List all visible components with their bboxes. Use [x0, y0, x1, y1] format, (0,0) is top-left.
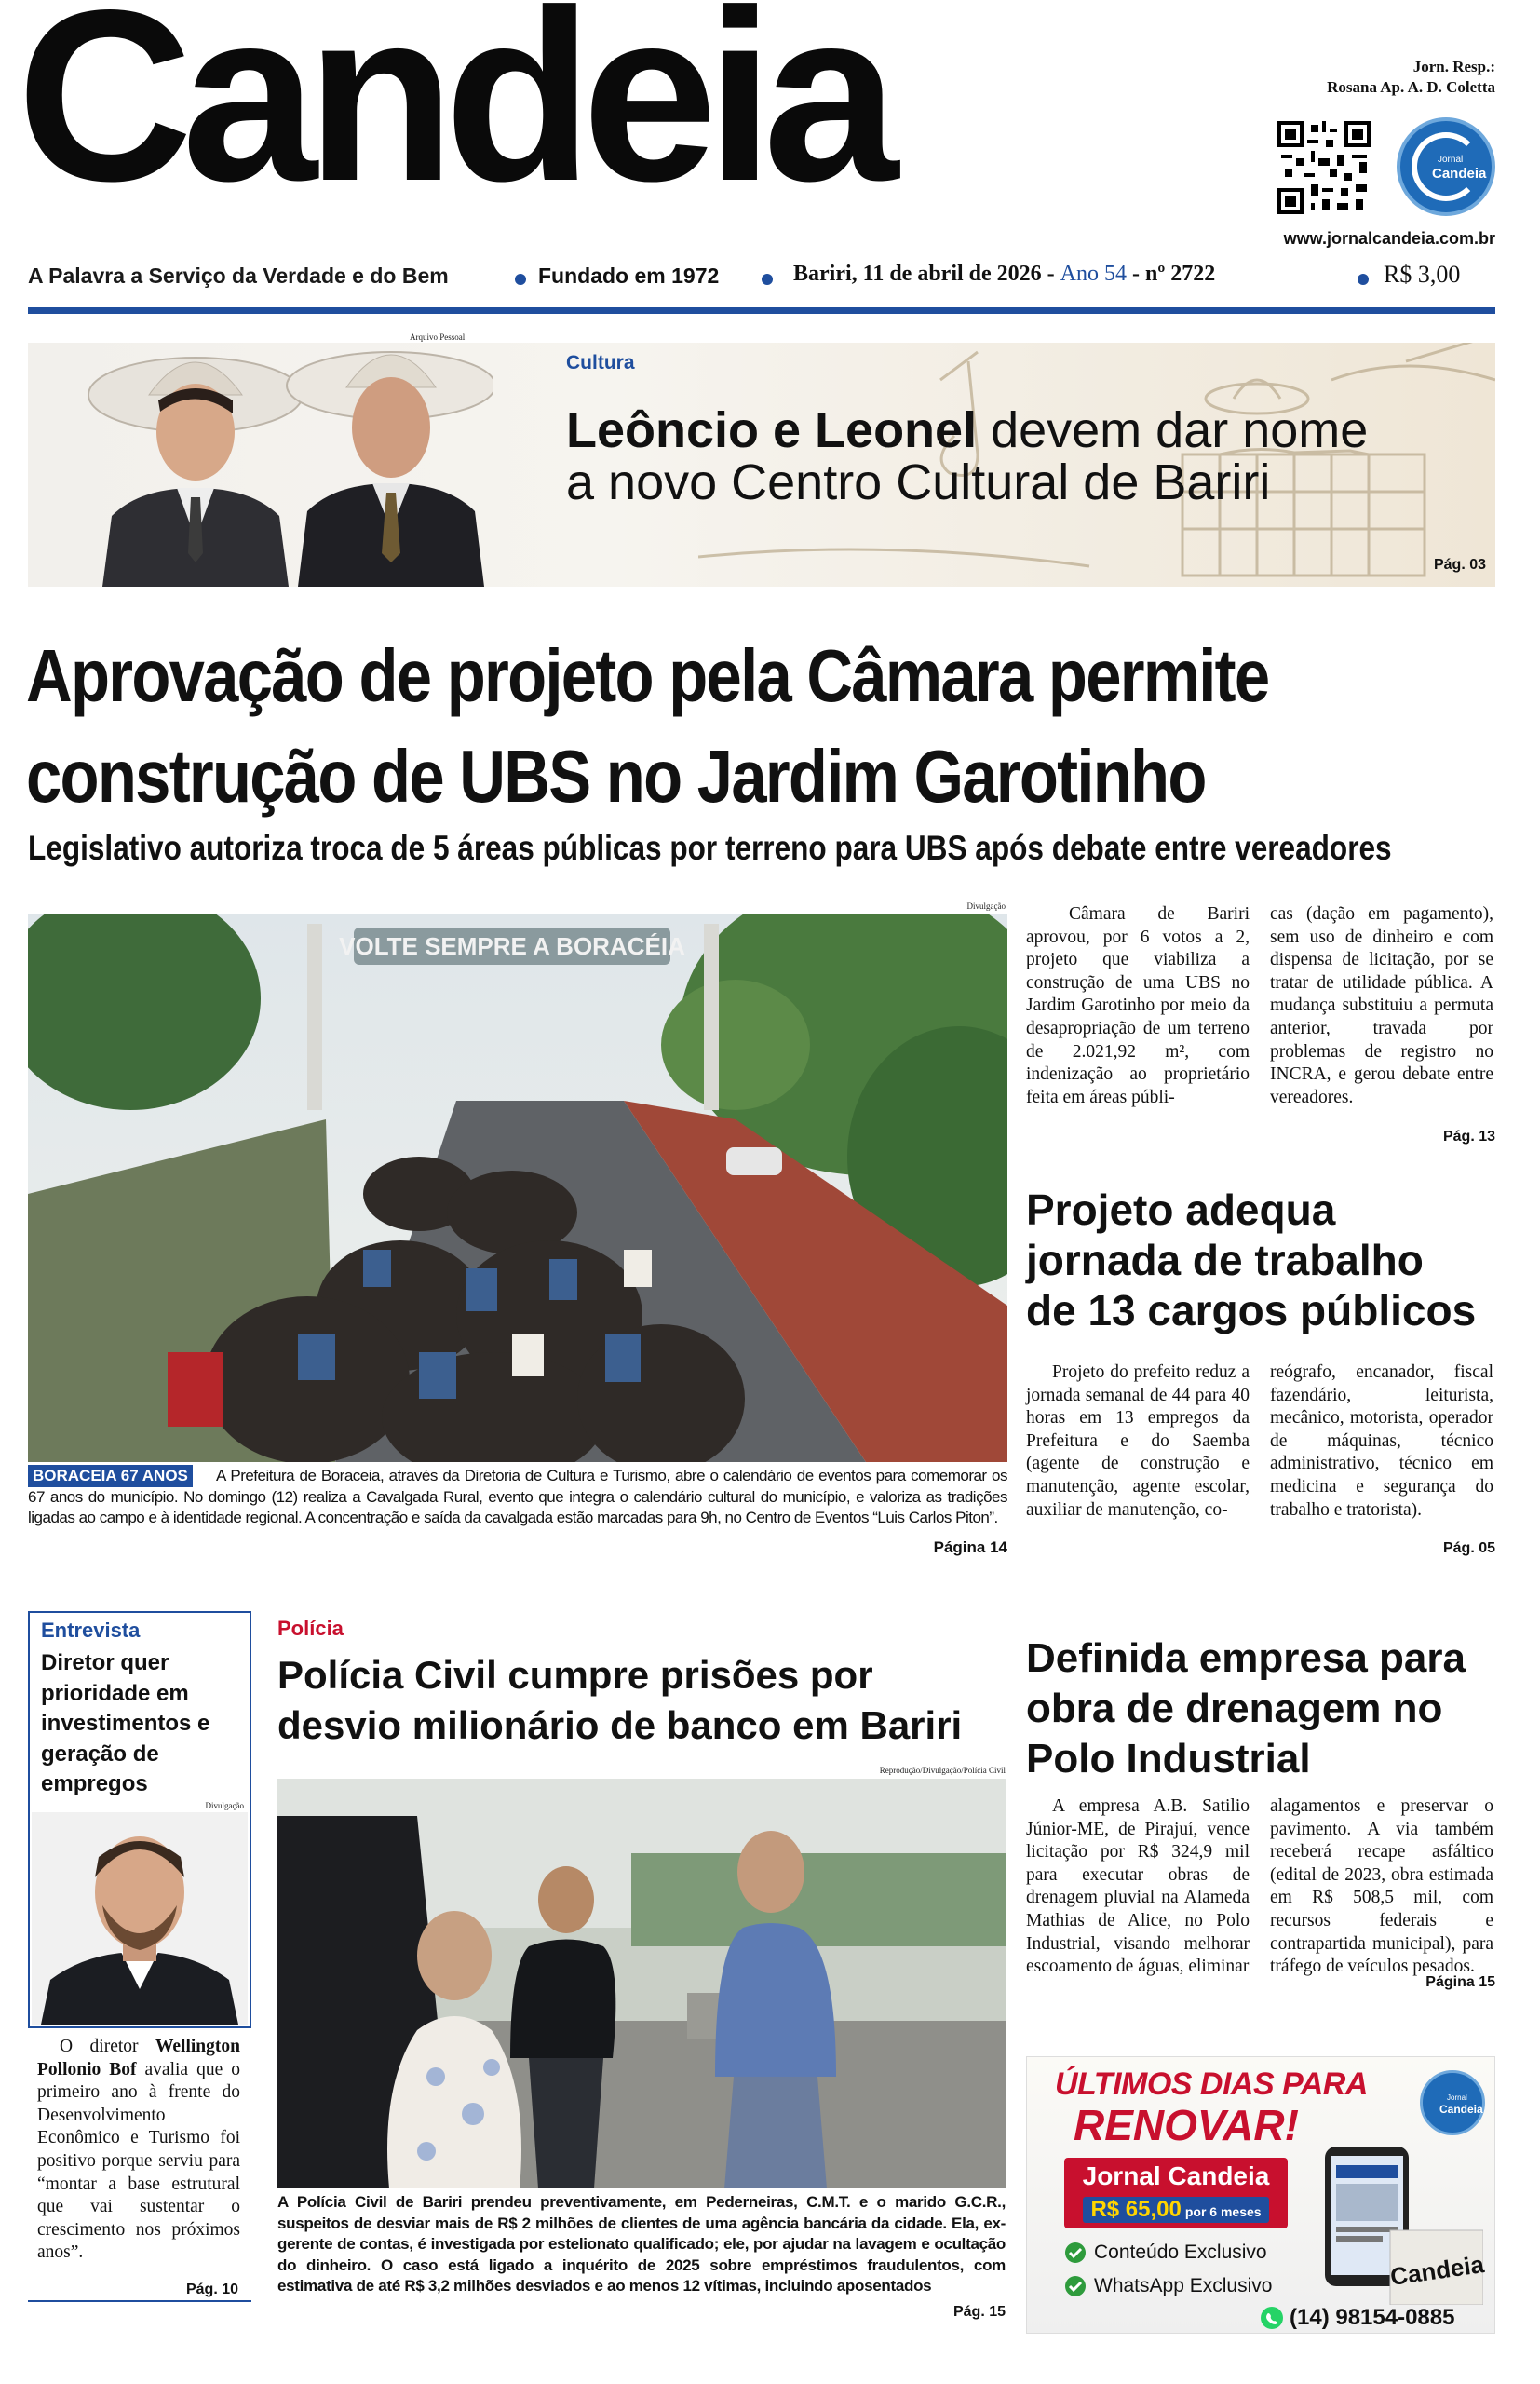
ad-price-box: [1064, 2158, 1288, 2228]
ad-paper-logo: Candeia: [1388, 2250, 1486, 2291]
ad-badge-small: Jornal: [1447, 2093, 1467, 2102]
ad-line2: RENOVAR!: [1074, 2101, 1299, 2149]
jornada-headline-line-2: jornada de trabalho: [1026, 1236, 1424, 1284]
jornada-body-col2: reógrafo, encanador, fiscal fazendário, leiturista, mecânico, motorista, operador de máquinas, técnico administrativo, técnico em medicina e segurança do trabalho e tratorista).: [1270, 1362, 1493, 1520]
portrait-illustration: [32, 1812, 248, 2025]
entrevista-section: Entrevista: [41, 1619, 141, 1642]
arrest-photo-illustration: [277, 1779, 1006, 2188]
boraceia-caption: [28, 1466, 1007, 1529]
lead-page-ref[interactable]: Pág. 13: [1442, 1129, 1495, 1145]
banner-title-rest-2: a novo Centro Cultural de Bariri: [566, 454, 1271, 510]
website-link[interactable]: www.jornalcandeia.com.br: [1283, 229, 1495, 248]
banner-page-ref[interactable]: Pág. 03: [1433, 557, 1486, 573]
policia-headline[interactable]: [277, 1650, 962, 1751]
ad-price-strip: [1083, 2197, 1269, 2223]
boraceia-caption-text: A Prefeitura de Boraceia, através da Diretoria de Cultura e Turismo, abre o calendário de eventos para comemorar os 67 anos do município. No domingo (12) realiza a Cavalgada Rural, evento que integra o calendário cultural do município, e valoriza as tradições ligadas ao campo e à identidade regional. A concentração e saída da cavalgada estão marcadas para 9h, no Centro de Eventos “Luis Carlos Piton”.: [28, 1467, 1007, 1527]
lead-body-col1: Câmara de Bariri aprovou, por 6 votos a 2, projeto que viabiliza a construção de uma UBS no Jardim Garotinho por meio da desapropriação de um terreno de 2.021,92 m², com indenização ao proprietário feita em áreas públi-: [1026, 904, 1250, 1107]
ad-feature-1-text: Conteúdo Exclusivo: [1094, 2242, 1267, 2263]
lead-subhead: Legislativo autoriza troca de 5 áreas públicas por terreno para UBS após debate entre vereadores: [28, 829, 1392, 867]
candeia-badge: [1397, 117, 1495, 216]
entrevista-page-ref[interactable]: Pág. 10: [185, 2282, 238, 2297]
qr-code-icon: [1277, 121, 1371, 214]
banner-title[interactable]: [566, 404, 1368, 508]
jorn-resp-label: Jorn. Resp.:: [1412, 58, 1495, 75]
founded-text: Fundado em 1972: [538, 264, 720, 288]
ad-feature-2: [1064, 2275, 1273, 2302]
drenagem-page-ref[interactable]: Página 15: [1425, 1974, 1495, 1990]
jornada-headline[interactable]: [1026, 1185, 1476, 1335]
jornada-body-col1: Projeto do prefeito reduz a jornada semanal de 44 para 40 horas em 13 empregos da Prefeitura e do Saemba (agente de construção e manutenção, agente escolar, auxiliar de manutenção, co-: [1026, 1362, 1250, 1520]
ad-phone: (14) 98154-0885: [1290, 2305, 1455, 2330]
edition-line: [793, 262, 1215, 287]
policia-arrest-photo: [277, 1779, 1006, 2188]
entrevista-title: Diretor quer prioridade em investimentos e geração de empregos: [41, 1650, 210, 1796]
masthead-logo: Candeia: [17, 0, 888, 232]
boraceia-tag: BORACEIA 67 ANOS: [28, 1465, 193, 1487]
jornada-page-ref[interactable]: Pág. 05: [1442, 1540, 1495, 1556]
edition-year: Ano 54: [1060, 262, 1128, 286]
ad-period: por 6 meses: [1184, 2204, 1262, 2219]
jornada-headline-line-3: de 13 cargos públicos: [1026, 1286, 1477, 1334]
entrevista-text-after: avalia que o primeiro ano à frente do Desenvolvimento Econômico e Turismo foi positivo porque serviu para “montar a base estrutural que vai sustentar o crescimento nos próximos anos”.: [37, 2059, 240, 2263]
banner-photo-credit: Arquivo Pessoal: [410, 332, 466, 342]
entrevista-name: Wellington Pollonio Bof: [37, 2037, 240, 2079]
check-icon: [1064, 2242, 1087, 2264]
ad-product: Jornal Candeia: [1082, 2161, 1270, 2190]
policia-caption: A Polícia Civil de Bariri prendeu preventivamente, em Pederneiras, C.M.T. e o marido G.C.R., suspeitos de desviar mais de R$ 2 milhões de clientes de uma agência bancária da cidade. Ela, ex-gerente de contas, é investigada por estelionato qualificado; ele, por ajudar na lavagem e ocultação do dinheiro. O caso está ligado a inquérito de 2025 sobre empréstimos fraudulentos, com estimativa de até R$ 3,2 milhões desviados e ao menos 12 vítimas, incluindo aposentados: [277, 2193, 1006, 2296]
lead-headline-line-2: construção de UBS no Jardim Garotinho: [26, 735, 1206, 818]
cavalgada-photo-illustration: [28, 914, 1007, 1462]
policia-photo-credit: Reprodução/Divulgação/Polícia Civil: [879, 1766, 1006, 1775]
check-icon: [1064, 2275, 1087, 2297]
banner-title-rest-1: devem dar nome: [977, 402, 1369, 458]
entrevista-box-bottom: [28, 2300, 251, 2302]
banner-section: Cultura: [566, 352, 635, 373]
boraceia-cavalgada-photo: [28, 914, 1007, 1462]
boraceia-photo-credit: Divulgação: [966, 901, 1006, 911]
drenagem-headline-line-2: obra de drenagem no: [1026, 1686, 1443, 1731]
drenagem-headline[interactable]: [1026, 1633, 1466, 1784]
arch-sign-text: VOLTE SEMPRE A BORACÉIA: [339, 932, 685, 960]
separator: -: [1132, 262, 1141, 286]
drenagem-headline-line-1: Definida empresa para: [1026, 1635, 1466, 1681]
ad-feature-1: [1064, 2242, 1267, 2269]
bullet-dot: [515, 274, 526, 285]
entrevista-photo-credit: Divulgação: [205, 1801, 244, 1810]
bullet-dot: [1358, 274, 1369, 285]
subscription-ad[interactable]: [1026, 2056, 1495, 2334]
banner-title-bold: Leôncio e Leonel: [566, 402, 978, 458]
badge-small-text: Jornal: [1438, 155, 1464, 165]
jornada-headline-line-1: Projeto adequa: [1026, 1185, 1336, 1234]
policia-page-ref[interactable]: Pág. 15: [952, 2304, 1006, 2320]
entrevista-text-before: O diretor: [60, 2037, 155, 2056]
masthead-slogan: A Palavra a Serviço da Verdade e do Bem: [28, 264, 449, 288]
entrevista-box[interactable]: [28, 1611, 251, 2028]
ad-feature-2-text: WhatsApp Exclusivo: [1094, 2275, 1273, 2296]
ad-candeia-badge: [1420, 2070, 1485, 2135]
bullet-dot: [762, 274, 773, 285]
policia-headline-line-2: desvio milionário de banco em Bariri: [277, 1703, 963, 1747]
policia-headline-line-1: Polícia Civil cumpre prisões por: [277, 1653, 873, 1697]
date-place: Bariri, 11 de abril de 2026: [793, 262, 1042, 286]
lead-headline-line-1: Aprovação de projeto pela Câmara permite: [26, 634, 1269, 717]
jorn-resp-name: Rosana Ap. A. D. Coletta: [1327, 78, 1495, 96]
cultura-banner[interactable]: [28, 343, 1495, 587]
whatsapp-icon: [1260, 2306, 1284, 2330]
boraceia-page-ref[interactable]: Página 14: [933, 1538, 1007, 1556]
wellington-portrait: [32, 1812, 248, 2025]
price: R$ 3,00: [1384, 261, 1461, 288]
separator: -: [1047, 262, 1055, 286]
badge-big-text: Candeia: [1432, 166, 1487, 182]
drenagem-headline-line-3: Polo Industrial: [1026, 1736, 1311, 1781]
qr-code[interactable]: [1277, 121, 1371, 214]
ad-price: R$ 65,00: [1090, 2197, 1182, 2222]
ad-badge-big: Candeia: [1439, 2103, 1483, 2116]
edition-number: nº 2722: [1145, 262, 1216, 286]
ad-line1: ÚLTIMOS DIAS PARA: [1055, 2066, 1368, 2102]
ad-phone-row[interactable]: [1260, 2305, 1493, 2331]
masthead-rule: [28, 307, 1495, 314]
leoncio-leonel-photo: [84, 343, 493, 587]
policia-section: Polícia: [277, 1617, 344, 1640]
drenagem-body-col1: A empresa A.B. Satilio Júnior-ME, de Pirajuí, vence licitação por R$ 324,9 mil para executar obras de drenagem pluvial na Alameda Mathias de Alice, no Polo Industrial, visando melhorar escoamento de águas, eliminar: [1026, 1796, 1250, 1977]
lead-body-col2: cas (dação em pagamento), sem uso de dinheiro e com dispensa de licitação, por se tratar de utilidade pública. A mudança substituiu a permuta anterior, travada por problemas de registro no INCRA, e gerou debate entre vereadores.: [1270, 904, 1493, 1107]
entrevista-body: [37, 2036, 240, 2265]
drenagem-body-col2: alagamentos e preservar o pavimento. A via também receberá recape asfáltico (edital de 2023, obra estimada em R$ 508,5 mil, com recursos federais e contrapartida municipal), para tráfego de veículos pesados.: [1270, 1796, 1493, 1977]
lead-headline[interactable]: [26, 626, 1507, 827]
